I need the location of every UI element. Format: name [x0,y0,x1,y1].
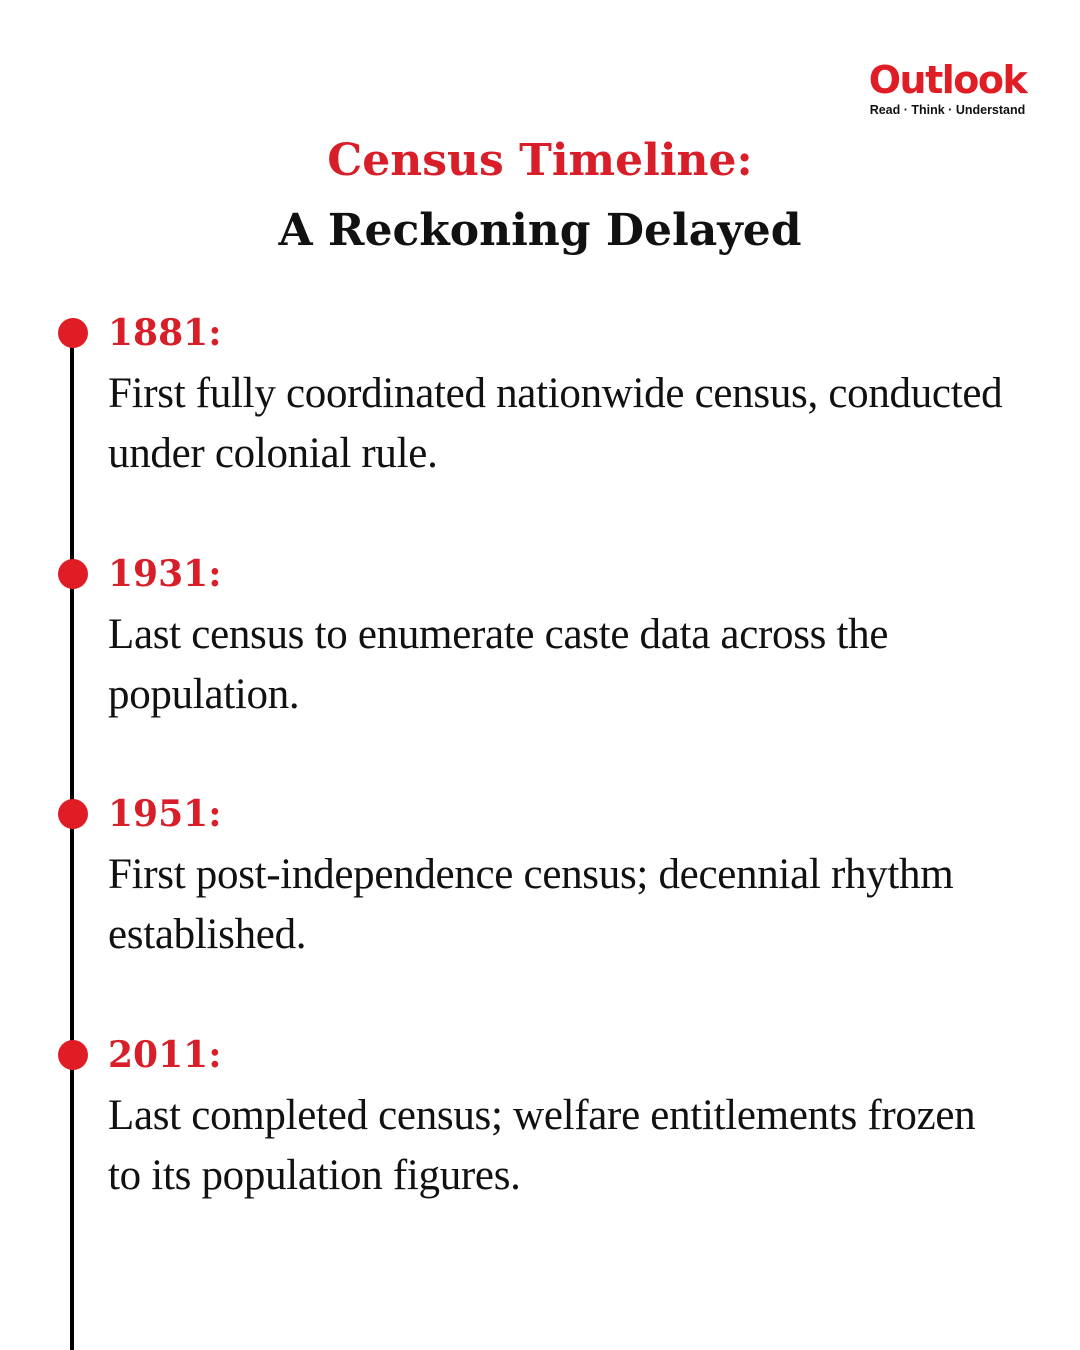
timeline-year: 2011: [108,1034,222,1076]
page-title: Census Timeline: [327,135,753,186]
outlook-logo [855,60,1040,118]
timeline-dot-icon [58,559,88,589]
timeline-dot-icon [58,1040,88,1070]
timeline-dot-icon [58,799,88,829]
logo-wordmark: Outlook [868,58,1027,102]
timeline-entry-1951 [108,793,1008,965]
timeline-description: First fully coordinated nationwide census, conducted under colonial rule. [108,370,1003,477]
timeline-description: Last census to enumerate caste data across the population. [108,611,889,718]
timeline-year: 1931: [108,553,222,595]
timeline-dot-icon [58,318,88,348]
timeline-year: 1951: [108,793,222,835]
timeline-description: Last completed census; welfare entitlements frozen to its population figures. [108,1092,976,1199]
timeline-description: First post-independence census; decennial rhythm established. [108,851,954,958]
timeline-year: 1881: [108,312,222,354]
page-subtitle: A Reckoning Delayed [278,205,802,256]
timeline-line [70,330,74,1350]
timeline-entry-1881 [108,312,1008,484]
timeline-entry-2011 [108,1034,1008,1206]
logo-tagline: Read · Think · Understand [869,103,1026,117]
timeline-entry-1931 [108,553,1008,725]
